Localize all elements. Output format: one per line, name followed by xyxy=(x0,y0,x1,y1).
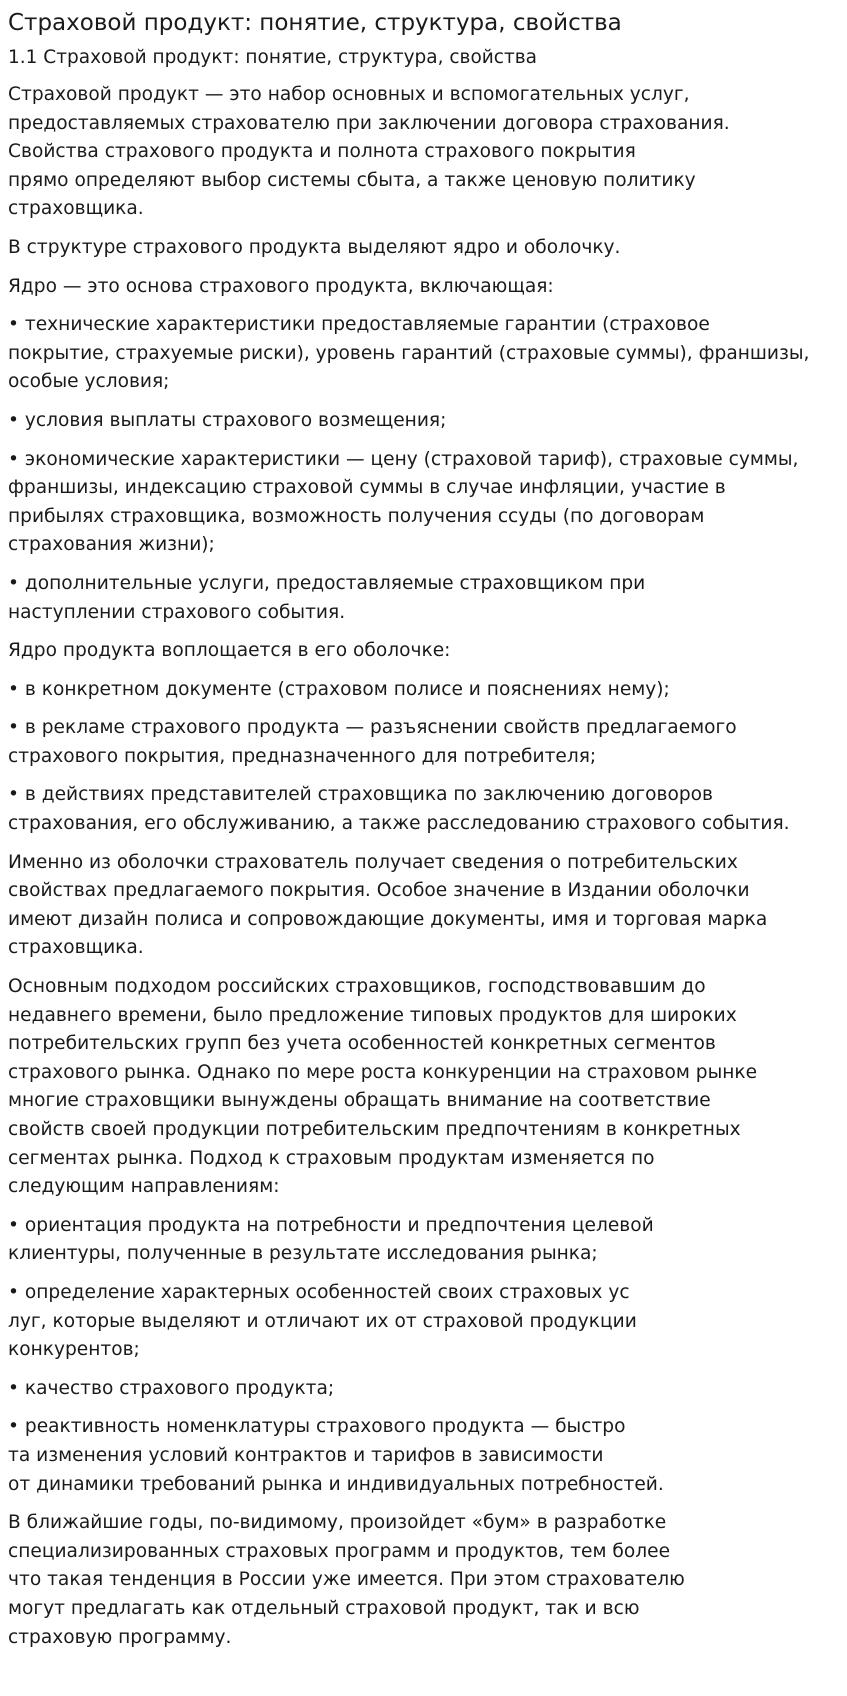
bullet-item xyxy=(8,1413,839,1499)
bullet-marker: • xyxy=(8,448,19,470)
bullet-text: качество страхового продукта; xyxy=(24,1377,335,1399)
bullet-item xyxy=(8,676,839,705)
page-title: Страховой продукт: понятие, структура, свойства xyxy=(8,10,622,36)
bullet-marker: • xyxy=(8,572,19,594)
document-body xyxy=(8,81,839,1652)
bullet-text: дополнительные услуги, предоставляемые страховщиком при наступлении страхового события. xyxy=(8,572,646,623)
paragraph: В структуре страхового продукта выделяют ядро и оболочку. xyxy=(8,236,621,258)
bullet-text: ориентация продукта на потребности и предпочтения целевой клиентуры, полученные в результате исследования рынка; xyxy=(8,1214,654,1265)
paragraph: Страховой продукт — это набор основных и вспомогательных услуг, предоставляемых страхователю при заключении договора страхования. Свойства страхового продукта и полнота страхового покрытия прямо определяют выбор системы сбыта, а также ценовую политику страховщика. xyxy=(8,84,730,220)
paragraph: Основным подходом российских страховщиков, господствовавшим до недавнего времени, было предложение типовых продуктов для широких потребительских групп без учета особенностей конкретных сегментов страхового рынка. Однако по мере роста конкуренции на страховом рынке многие страховщики вынуждены обращать внимание на соответствие свойств своей продукции потребительским предпочтениям в конкретных сегментах рынка. Подход к страховым продуктам изменяется по следующим направлениям: xyxy=(8,976,758,1198)
bullet-marker: • xyxy=(8,1281,19,1303)
bullet-marker: • xyxy=(8,678,19,700)
bullet-marker: • xyxy=(8,314,19,336)
bullet-item xyxy=(8,1212,839,1269)
bullet-item xyxy=(8,570,839,627)
bullet-item xyxy=(8,311,839,397)
bullet-text: в конкретном документе (страховом полисе и пояснениях нему); xyxy=(24,678,670,700)
bullet-item xyxy=(8,714,839,771)
bullet-text: реактивность номенклатуры страхового продукта — быстро та изменения условий контрактов и тарифов в зависимости от динамики требований рынка и индивидуальных потребностей. xyxy=(8,1416,664,1495)
bullet-marker: • xyxy=(8,717,19,739)
bullet-marker: • xyxy=(8,1416,19,1438)
bullet-item xyxy=(8,407,839,436)
bullet-text: в рекламе страхового продукта — разъяснении свойств предлагаемого страхового покрытия, предназначенного для потребителя; xyxy=(8,717,737,767)
bullet-item xyxy=(8,781,839,838)
paragraph: В ближайшие годы, по-видимому, произойдет «бум» в разработке специализированных страховых программ и продуктов, тем более что такая тенденция в России уже имеется. При этом страхователю могут предлагать как отдельный страховой продукт, так и всю страховую программу. xyxy=(8,1512,685,1648)
bullet-marker: • xyxy=(8,1214,19,1236)
paragraph: Ядро продукта воплощается в его оболочке: xyxy=(8,640,451,662)
paragraph: Ядро — это основа страхового продукта, включающая: xyxy=(8,275,554,297)
paragraph: Именно из оболочки страхователь получает сведения о потребительских свойствах предлагаемого покрытия. Особое значение в Издании оболочки имеют дизайн полиса и сопровождающие документы, имя и торговая марка страховщика. xyxy=(8,851,768,959)
bullet-text: технические характеристики предоставляемые гарантии (страховое покрытие, страхуемые риски), уровень гарантий (страховые суммы), франшизы, особые условия; xyxy=(8,314,810,393)
bullet-item xyxy=(8,1279,839,1365)
bullet-item xyxy=(8,1375,839,1404)
bullet-marker: • xyxy=(8,1377,19,1399)
bullet-text: определение характерных особенностей своих страховых ус луг, которые выделяют и отличают их от страховой продукции конкурентов; xyxy=(8,1281,637,1361)
bullet-text: условия выплаты страхового возмещения; xyxy=(24,409,447,431)
bullet-marker: • xyxy=(8,409,19,431)
bullet-marker: • xyxy=(8,784,19,806)
section-heading: 1.1 Страховой продукт: понятие, структура, свойства xyxy=(8,47,537,68)
bullet-item xyxy=(8,446,839,560)
bullet-text: экономические характеристики — цену (страховой тариф), страховые суммы, франшизы, индексацию страховой суммы в случае инфляции, участие в прибылях страховщика, возможность получения ссуды (по договорам страхования жизни); xyxy=(8,448,799,556)
bullet-text: в действиях представителей страховщика по заключению договоров страхования, его обслуживанию, а также расследованию страхового события. xyxy=(8,784,790,835)
